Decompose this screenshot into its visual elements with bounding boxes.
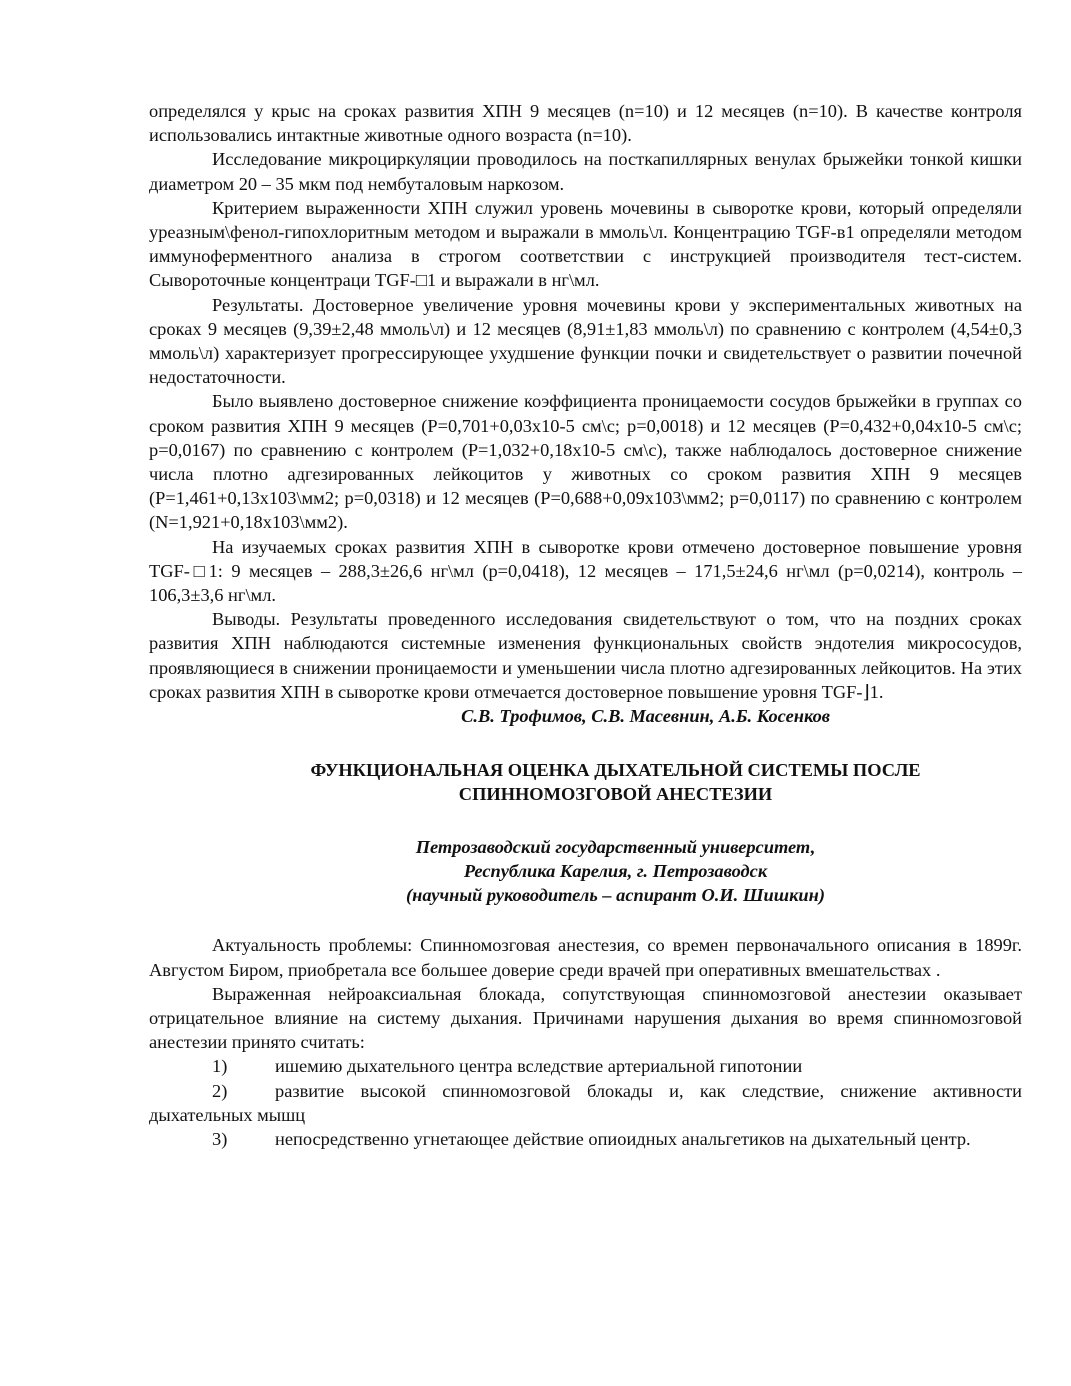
affiliation-line: Петрозаводский государственный университет, [415, 836, 816, 857]
article-title-line: СПИННОМОЗГОВОЙ АНЕСТЕЗИИ [458, 784, 773, 805]
list-item [149, 1127, 1022, 1151]
authors: С.В. Трофимов, С.В. Масевнин, А.Б. Косенков [461, 706, 830, 727]
list-number: 2) [212, 1080, 228, 1101]
affiliation-line: Республика Карелия, г. Петрозаводск [463, 860, 768, 881]
paragraph-results: Результаты. Достоверное увеличение уровня мочевины крови у экспериментальных животных на сроках 9 месяцев (9,39±2,48 ммоль\л) и 12 месяцев (8,91±1,83 ммоль\л) по сравнению с контролем (4,54±0,3 ммоль\л) характеризует прогрессирующее ухудшение функции почки и свидетельствует о развитии почечной недостаточности. [149, 294, 1022, 388]
affiliation-line: (научный руководитель – аспирант О.И. Шишкин) [406, 885, 825, 906]
paragraph: определялся у крыс на сроках развития ХПН 9 месяцев (n=10) и 12 месяцев (n=10). В качестве контроля использовались интактные животные одного возраста (n=10). [149, 101, 1022, 146]
paragraph: На изучаемых сроках развития ХПН в сыворотке крови отмечено достоверное повышение уровня TGF-□1: 9 месяцев – 288,3±26,6 нг\мл (p=0,0418), 12 месяцев – 171,5±24,6 нг\мл (p=0,0214), контроль – 106,3±3,6 нг\мл. [149, 536, 1022, 606]
list-number: 3) [212, 1128, 228, 1149]
list-item-text: развитие высокой спинномозговой блокады и, как следствие, снижение активности дыхательных мышц [149, 1080, 1022, 1125]
paragraph: Выраженная нейроаксиальная блокада, сопутствующая спинномозговой анестезии оказывает отрицательное влияние на систему дыхания. Причинами нарушения дыхания во время спинномозговой анестезии принято считать: [149, 983, 1022, 1053]
paragraph: Было выявлено достоверное снижение коэффициента проницаемости сосудов брыжейки в группах со сроком развития ХПН 9 месяцев (P=0,701+0,03x10-5 см\с; p=0,0018) и 12 месяцев (P=0,432+0,04x10-5 см\с; p=0,0167) по сравнению с контролем (P=1,032+0,18x10-5 см\с), также наблюдалось достоверное снижение числа плотно адгезированных лейкоцитов у животных со сроком развития ХПН 9 месяцев (P=1,461+0,13x103\мм2; p=0,0318) и 12 месяцев (P=0,688+0,09x103\мм2; p=0,0117) по сравнению с контролем (N=1,921+0,18x103\мм2). [149, 391, 1022, 533]
paragraph-relevance: Актуальность проблемы: Спинномозговая анестезия, со времен первоначального описания в 1899г. Августом Биром, приобретала все большее доверие среди врачей при оперативных вмешательствах . [149, 935, 1022, 980]
paragraph: Исследование микроциркуляции проводилось на посткапиллярных венулах брыжейки тонкой кишки диаметром 20 – 35 мкм под нембуталовым наркозом. [149, 149, 1022, 194]
affiliation [149, 835, 1022, 908]
list-number: 1) [212, 1056, 228, 1077]
article-title [149, 758, 1022, 806]
paragraph: Критерием выраженности ХПН служил уровень мочевины в сыворотке крови, который определяли уреазным\фенол-гипохлоритным методом и выражали в ммоль\л. Концентрацию TGF-в1 определяли методом иммуноферментного анализа в строгом соответствии с инструкцией производителя тест-систем. Сывороточные концентраци TGF-□1 и выражали в нг\мл. [149, 197, 1022, 291]
paragraph-conclusions: Выводы. Результаты проведенного исследования свидетельствуют о том, что на поздних сроках развития ХПН наблюдаются системные изменения функциональных свойств эндотелия микрососудов, проявляющиеся в снижении проницаемости и уменьшении числа плотно адгезированных лейкоцитов. На этих сроках развития ХПН в сыворотке крови отмечается достоверное повышение уровня TGF-⌋1. [149, 609, 1022, 702]
list-item [149, 1079, 1022, 1127]
list-item [149, 1054, 1022, 1078]
list-item-text: непосредственно угнетающее действие опиоидных анальгетиков на дыхательный центр. [275, 1128, 971, 1149]
article-title-line: ФУНКЦИОНАЛЬНАЯ ОЦЕНКА ДЫХАТЕЛЬНОЙ СИСТЕМЫ ПОСЛЕ [310, 760, 921, 781]
list-item-text: ишемию дыхательного центра вследствие артериальной гипотонии [275, 1056, 803, 1077]
document-page [149, 99, 1022, 1151]
